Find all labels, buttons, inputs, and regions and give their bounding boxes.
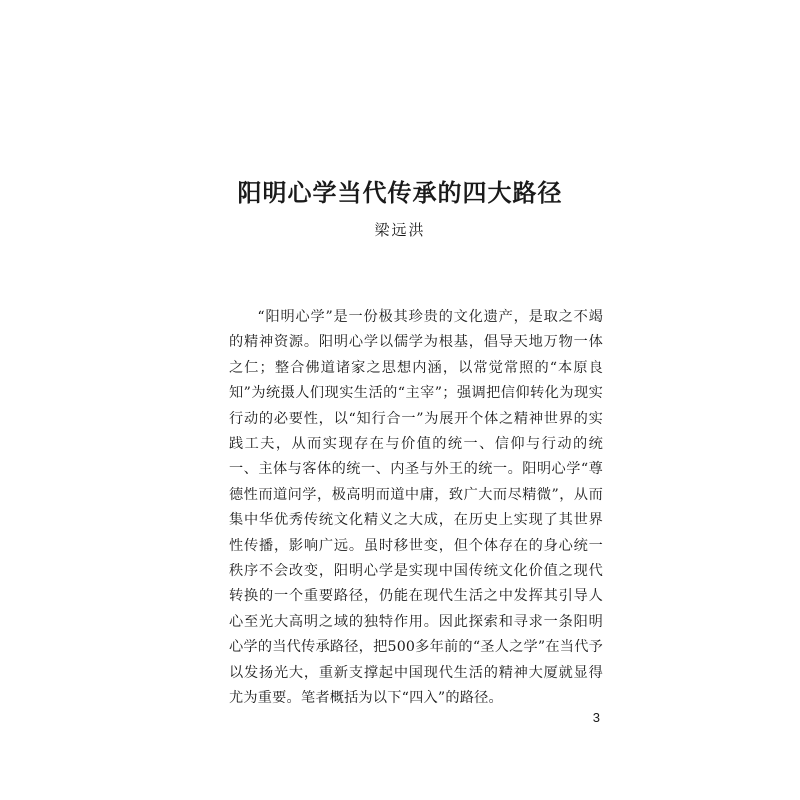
article-title: 阳明心学当代传承的四大路径 — [237, 178, 563, 207]
article-author: 梁远洪 — [374, 221, 426, 239]
body-paragraph: “阳明心学”是一份极其珍贵的文化遗产，是取之不竭的精神资源。阳明心学以儒学为根基，倡导天地万物一体之仁；整合佛道诸家之思想内涵，以常觉常照的“本原良知”为统摄人们现实生活的“主宰”；强调把信仰转化为现实行动的必要性，以“知行合一”为展开个体之精神世界的实践工夫，从而实现存在与价值的统一、信仰与行动的统一、主体与客体的统一、内圣与外王的统一。阳明心学“尊德性而道问学，极高明而道中庸，致广大而尽精微”，从而集中华优秀传统文化精义之大成，在历史上实现了其世界性传播，影响广远。虽时移世变，但个体存在的身心统一秩序不会改变，阳明心学是实现中国传统文化价值之现代转换的一个重要路径，仍能在现代生活之中发挥其引导人心至光大高明之域的独特作用。因此探索和寻求一条阳明心学的当代传承路径，把500多年前的“圣人之学”在当代予以发扬光大，重新支撑起中国现代生活的精神大厦就显得尤为重要。笔者概括为以下“四入”的路径。 — [229, 309, 603, 707]
page-number: 3 — [592, 710, 600, 725]
